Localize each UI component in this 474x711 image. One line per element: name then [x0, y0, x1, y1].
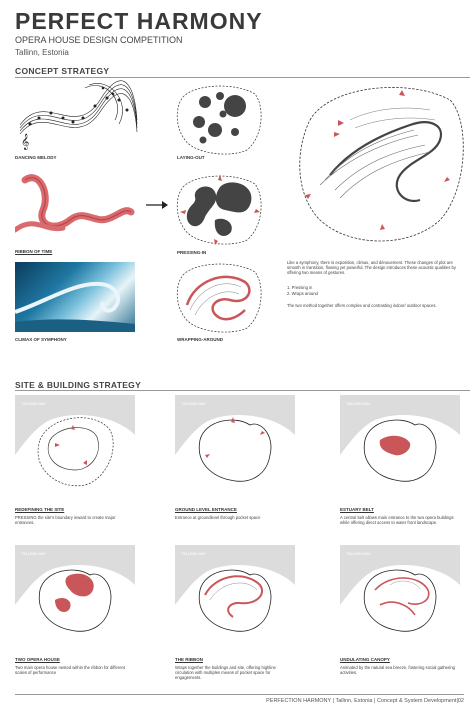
concept-strategy-heading: CONCEPT STRATEGY: [15, 66, 110, 76]
laying-out-diagram: [175, 82, 265, 157]
site-panel-6: [340, 545, 460, 650]
svg-text:TALLINN BAY: TALLINN BAY: [346, 551, 371, 556]
svg-text:TALLINN BAY: TALLINN BAY: [181, 401, 206, 406]
concept-paragraph-2: The two method together offers complex and contrasting indoor/ outdoor spaces.: [287, 303, 437, 308]
site-text-1: PRESSING the site's boundary inward to create major entrances.: [15, 515, 116, 526]
svg-text:TALLINN BAY: TALLINN BAY: [21, 551, 46, 556]
footer-text: PERFECTION HARMONY | Tallinn, Estonia | Concept & System Development|02: [266, 698, 464, 704]
wave-photo: [15, 262, 135, 332]
page-subtitle: OPERA HOUSE DESIGN COMPETITION: [15, 35, 183, 45]
caption-laying-out: LAYING-OUT: [177, 155, 205, 160]
svg-text:TALLINN BAY: TALLINN BAY: [346, 401, 371, 406]
site-title-6: UNDULATING CANOPY: [340, 657, 390, 662]
pressing-in-diagram: [175, 172, 265, 247]
bay-label: TALLINN BAY: [21, 401, 46, 406]
site-title-4: TWO OPERA HOUSE: [15, 657, 60, 662]
site-title-5: THE RIBBON: [175, 657, 203, 662]
site-panel-1: [15, 395, 135, 500]
concept-list-item-1: 1. Pressing in: [287, 285, 313, 290]
site-title-3: ESTUARY BELT: [340, 507, 374, 512]
site-text-3: A central belt allows main entrance to the two opera buildings while offering direct access to water front landscape.: [340, 515, 454, 526]
concept-rule: [15, 77, 470, 78]
page-title: PERFECT HARMONY: [15, 8, 263, 34]
wrapping-around-diagram: [175, 260, 265, 335]
concept-list-item-2: 2. Wraps around: [287, 291, 318, 296]
site-title-1: REDEFINING THE SITE: [15, 507, 65, 512]
site-text-6: Animated by the natural sea breeze, fostering social gathering activities.: [340, 665, 455, 676]
caption-wrapping-around: WRAPPING-AROUND: [177, 337, 223, 342]
site-title-2: GROUND LEVEL ENTRANCE: [175, 507, 237, 512]
location-label: Tallinn, Estonia: [15, 48, 69, 57]
site-panel-3: [340, 395, 460, 500]
caption-dancing-melody: DANCING MELODY: [15, 155, 57, 160]
svg-text:𝄞: 𝄞: [21, 134, 30, 150]
site-text-5: Wraps together the buildings and site, offering highline circulation with multiples means of pocket space for engagements.: [175, 665, 276, 681]
site-text-4: Two main opera house nested within the ribbon for different scales of performance: [15, 665, 126, 676]
site-panel-2: [175, 395, 295, 500]
site-rule: [15, 390, 470, 391]
site-text-2: Entrance at groundlevel through pocket space: [175, 515, 261, 520]
right-arrow-icon: [145, 200, 169, 210]
site-panel-4: [15, 545, 135, 650]
caption-pressing-in: PRESSING-IN: [177, 250, 207, 255]
dancing-melody-illustration: [15, 80, 140, 150]
site-concept-diagram: [290, 80, 470, 250]
caption-climax-of-symphony: CLIMAX OF SYMPHONY: [15, 337, 67, 342]
ribbon-illustration: [15, 170, 135, 240]
site-panel-5: [175, 545, 295, 650]
svg-text:TALLINN BAY: TALLINN BAY: [181, 551, 206, 556]
footer-rule: [15, 694, 464, 695]
caption-ribbon-of-time: RIBBON OF TIME: [15, 249, 53, 254]
site-strategy-heading: SITE & BUILDING STRATEGY: [15, 380, 142, 390]
concept-paragraph-1: Like a symphony, there is exposition, climax, and dénouement. These changes of plot are smooth in transition, flowing yet powerful. The design introduces these acoustic qualities by offering two means of gestures.: [287, 260, 456, 276]
